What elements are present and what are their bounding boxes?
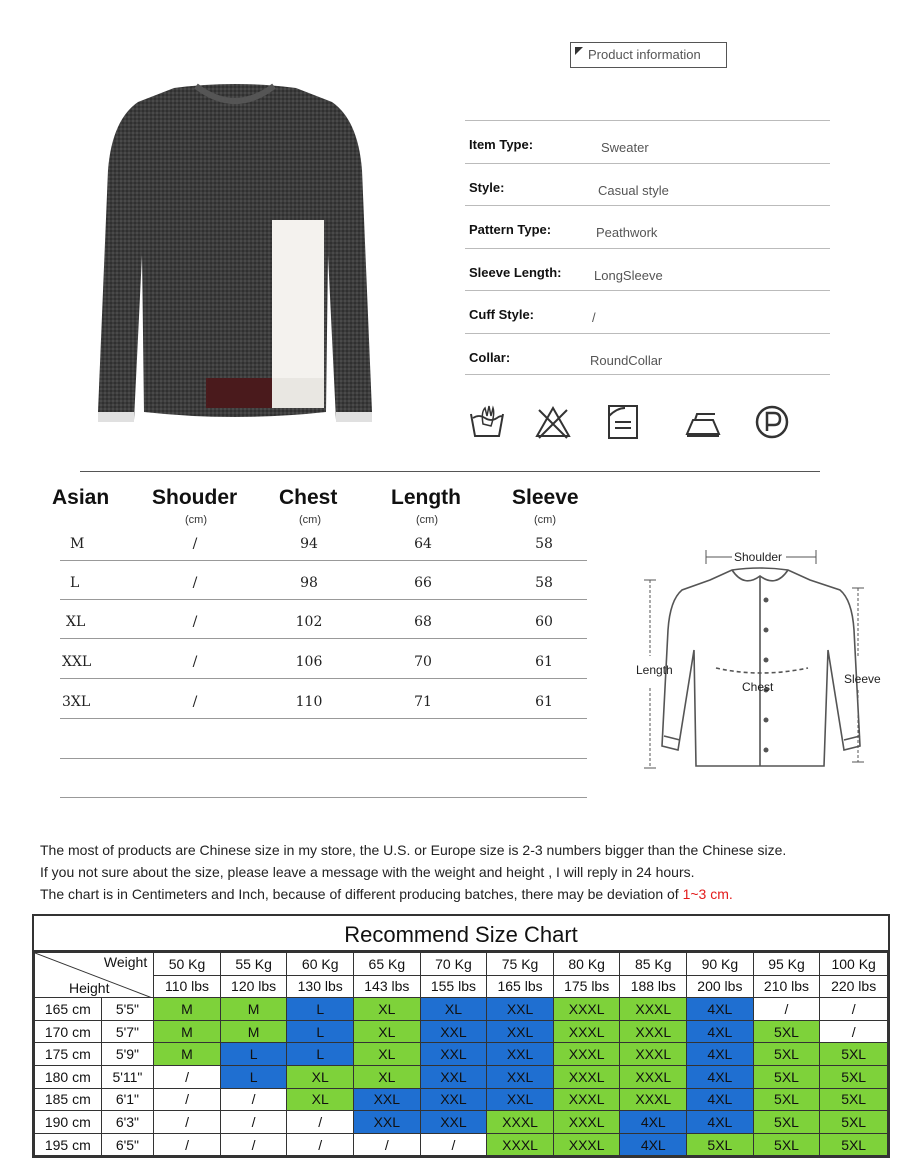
weight-kg-cell: 90 Kg — [687, 953, 754, 976]
note-line-3-text: The chart is in Centimeters and Inch, because of different producing batches, there may be deviation of — [40, 886, 683, 902]
product-info-table — [465, 120, 830, 375]
size-label: XL — [66, 614, 86, 630]
dry-clean-icon — [752, 402, 792, 442]
size-cell: / — [287, 1111, 354, 1134]
sweater-photo — [96, 80, 374, 432]
height-ft-cell: 6'3" — [101, 1111, 154, 1134]
weight-kg-cell: 75 Kg — [487, 953, 554, 976]
size-row — [60, 640, 587, 679]
height-ft-cell: 5'7" — [101, 1020, 154, 1043]
pi-value: / — [592, 310, 596, 325]
size-cell: 4XL — [687, 1043, 754, 1066]
size-cell: / — [154, 1088, 221, 1111]
chest-value: 98 — [300, 575, 318, 591]
size-cell: / — [220, 1111, 287, 1134]
size-cell: XXL — [354, 1088, 421, 1111]
pi-value: Peathwork — [596, 225, 658, 240]
unit-length: (cm) — [416, 514, 438, 526]
size-cell: 5XL — [820, 1065, 888, 1088]
size-cell: 5XL — [687, 1133, 754, 1156]
height-cm-cell: 185 cm — [35, 1088, 102, 1111]
size-cell: / — [154, 1065, 221, 1088]
size-cell: 4XL — [687, 1020, 754, 1043]
pi-label: Item Type: — [469, 137, 534, 152]
size-label: XXL — [62, 654, 92, 670]
chest-value: 106 — [295, 654, 323, 670]
pi-label: Pattern Type: — [469, 222, 552, 237]
size-cell: XXXL — [620, 1020, 687, 1043]
height-row — [35, 1043, 888, 1066]
size-cell: XXXL — [553, 1088, 620, 1111]
size-cell: 5XL — [820, 1043, 888, 1066]
size-cell: XXXL — [553, 1111, 620, 1134]
size-cell: 4XL — [687, 1065, 754, 1088]
size-cell: XXL — [487, 1043, 554, 1066]
size-cell: XXL — [487, 998, 554, 1021]
height-cm-cell: 165 cm — [35, 998, 102, 1021]
size-cell: XL — [420, 998, 487, 1021]
pi-row-item-type — [465, 120, 830, 163]
sleeve-value: 58 — [535, 575, 553, 591]
size-grid — [34, 952, 888, 1156]
weight-kg-cell: 95 Kg — [753, 953, 820, 976]
size-cell: XXXL — [620, 1065, 687, 1088]
height-ft-cell: 6'1" — [101, 1088, 154, 1111]
height-row — [35, 1133, 888, 1156]
size-cell: 5XL — [753, 1043, 820, 1066]
sleeve-value: 60 — [535, 614, 553, 630]
pi-label: Style: — [469, 179, 505, 195]
note-line-3 — [40, 886, 733, 902]
chest-value: 102 — [295, 614, 323, 630]
height-cm-cell: 195 cm — [35, 1133, 102, 1156]
weight-lbs-cell: 120 lbs — [220, 975, 287, 998]
size-cell: 4XL — [620, 1133, 687, 1156]
size-cell: / — [820, 1020, 888, 1043]
size-row — [60, 522, 587, 561]
weight-lbs-cell: 165 lbs — [487, 975, 554, 998]
size-cell: XXL — [420, 1043, 487, 1066]
height-ft-cell: 5'5" — [101, 998, 154, 1021]
size-cell: XL — [354, 1043, 421, 1066]
size-cell: XL — [354, 1020, 421, 1043]
pi-label: Cuff Style: — [469, 307, 534, 322]
shoulder-label: Shoulder — [734, 550, 783, 564]
size-cell: L — [220, 1065, 287, 1088]
weight-lbs-cell: 220 lbs — [820, 975, 888, 998]
header-row-kg — [35, 953, 888, 976]
chest-value: 110 — [295, 694, 323, 710]
pi-value: LongSleeve — [594, 267, 663, 283]
height-row — [35, 1111, 888, 1134]
header-asian: Asian — [52, 486, 110, 509]
length-label: Length — [636, 663, 673, 677]
size-cell: / — [820, 998, 888, 1021]
weight-lbs-cell: 143 lbs — [354, 975, 421, 998]
sleeve-label: Sleeve — [844, 672, 881, 686]
size-row — [60, 600, 587, 639]
size-cell: XXXL — [553, 1020, 620, 1043]
note-line-2: If you not sure about the size, please leave a message with the weight and height , I will reply in 24 hours. — [40, 864, 695, 880]
size-cell: XXL — [487, 1065, 554, 1088]
size-label: L — [70, 575, 80, 591]
size-row — [60, 561, 587, 600]
size-cell: L — [287, 998, 354, 1021]
note-deviation: 1~3 cm. — [682, 886, 733, 902]
size-cell: L — [287, 1020, 354, 1043]
size-cell: 5XL — [753, 1020, 820, 1043]
section-divider — [80, 471, 820, 472]
size-label: M — [70, 536, 85, 552]
chest-value: 94 — [300, 536, 318, 552]
height-ft-cell: 5'11" — [101, 1065, 154, 1088]
weight-label: Weight — [103, 954, 148, 970]
measurement-diagram — [632, 540, 890, 778]
size-row-empty — [60, 720, 587, 759]
size-cell: / — [354, 1133, 421, 1156]
size-cell: / — [154, 1111, 221, 1134]
length-value: 68 — [414, 614, 432, 630]
size-cell: 4XL — [620, 1111, 687, 1134]
pi-label: Sleeve Length: — [469, 264, 562, 280]
triangle-icon — [575, 47, 583, 55]
weight-kg-cell: 65 Kg — [354, 953, 421, 976]
size-cell: 4XL — [687, 1111, 754, 1134]
grid-corner — [35, 953, 154, 998]
size-cell: XL — [354, 1065, 421, 1088]
size-cell: / — [753, 998, 820, 1021]
height-ft-cell: 6'5" — [101, 1133, 154, 1156]
length-value: 64 — [414, 536, 432, 552]
shoulder-value: / — [192, 614, 198, 630]
iron-icon — [683, 402, 723, 442]
size-row — [60, 680, 587, 719]
pi-row-pattern-type — [465, 205, 830, 248]
sleeve-value: 61 — [535, 694, 553, 710]
size-cell: 5XL — [753, 1065, 820, 1088]
size-cell: L — [220, 1043, 287, 1066]
size-cell: 5XL — [753, 1133, 820, 1156]
size-cell: 4XL — [687, 998, 754, 1021]
size-cell: 5XL — [820, 1111, 888, 1134]
height-cm-cell: 175 cm — [35, 1043, 102, 1066]
size-cell: XXL — [487, 1088, 554, 1111]
chest-label: Chest — [742, 680, 774, 694]
size-cell: XXXL — [553, 998, 620, 1021]
tumble-dry-icon — [603, 402, 643, 442]
size-cell: XXL — [354, 1111, 421, 1134]
sleeve-value: 61 — [535, 654, 553, 670]
size-label: 3XL — [62, 694, 91, 710]
size-cell: XL — [287, 1065, 354, 1088]
header-length: Length — [391, 486, 461, 509]
pi-value: Sweater — [601, 140, 649, 155]
size-cell: XXXL — [620, 1043, 687, 1066]
size-cell: XXL — [420, 1065, 487, 1088]
pi-row-sleeve-length — [465, 248, 830, 291]
size-cell: / — [220, 1088, 287, 1111]
weight-kg-cell: 80 Kg — [553, 953, 620, 976]
height-label: Height — [69, 980, 110, 997]
size-cell: XXL — [420, 1020, 487, 1043]
height-cm-cell: 180 cm — [35, 1065, 102, 1088]
size-cell: XXXL — [487, 1133, 554, 1156]
size-cell: XXXL — [553, 1065, 620, 1088]
size-cell: XXXL — [487, 1111, 554, 1134]
height-row — [35, 1065, 888, 1088]
size-cell: M — [154, 998, 221, 1021]
pi-value: Casual style — [598, 182, 669, 198]
pi-value: RoundCollar — [590, 352, 663, 368]
pi-row-style — [465, 163, 830, 206]
header-row-lbs — [35, 975, 888, 998]
note-line-1: The most of products are Chinese size in my store, the U.S. or Europe size is 2-3 numbers bigger than the Chinese size. — [40, 842, 787, 858]
weight-kg-cell: 55 Kg — [220, 953, 287, 976]
size-cell: XXXL — [553, 1133, 620, 1156]
size-cell: XXXL — [620, 998, 687, 1021]
header-shoulder: Shouder — [152, 486, 238, 509]
height-cm-cell: 190 cm — [35, 1111, 102, 1134]
header-sleeve: Sleeve — [512, 486, 579, 509]
length-value: 66 — [414, 575, 432, 591]
weight-lbs-cell: 130 lbs — [287, 975, 354, 998]
pi-row-collar — [465, 333, 830, 376]
pi-label: Collar: — [469, 349, 511, 365]
size-row-empty — [60, 759, 587, 798]
unit-sleeve: (cm) — [534, 514, 556, 526]
hand-wash-icon — [467, 402, 507, 442]
recommend-size-chart — [32, 914, 890, 1158]
unit-chest: (cm) — [299, 514, 321, 526]
size-cell: M — [154, 1020, 221, 1043]
size-cell: M — [154, 1043, 221, 1066]
size-cell: XXXL — [553, 1043, 620, 1066]
weight-lbs-cell: 155 lbs — [420, 975, 487, 998]
no-bleach-icon — [533, 402, 573, 442]
height-row — [35, 998, 888, 1021]
weight-lbs-cell: 110 lbs — [154, 975, 221, 998]
size-cell: 5XL — [820, 1088, 888, 1111]
shoulder-value: / — [192, 575, 198, 591]
size-cell: 5XL — [753, 1111, 820, 1134]
weight-lbs-cell: 210 lbs — [753, 975, 820, 998]
unit-shoulder: (cm) — [185, 514, 207, 526]
size-cell: XXL — [487, 1020, 554, 1043]
weight-kg-cell: 60 Kg — [287, 953, 354, 976]
size-cell: XL — [354, 998, 421, 1021]
size-cell: M — [220, 998, 287, 1021]
size-cell: L — [287, 1043, 354, 1066]
weight-lbs-cell: 188 lbs — [620, 975, 687, 998]
shoulder-value: / — [192, 654, 198, 670]
size-cell: / — [287, 1133, 354, 1156]
size-cell: 5XL — [820, 1133, 888, 1156]
size-cell: XL — [287, 1088, 354, 1111]
height-row — [35, 1020, 888, 1043]
size-cell: M — [220, 1020, 287, 1043]
weight-kg-cell: 85 Kg — [620, 953, 687, 976]
sleeve-value: 58 — [535, 536, 553, 552]
size-cell: 4XL — [687, 1088, 754, 1111]
weight-lbs-cell: 175 lbs — [553, 975, 620, 998]
size-cell: XXL — [420, 1088, 487, 1111]
height-ft-cell: 5'9" — [101, 1043, 154, 1066]
length-value: 70 — [414, 654, 432, 670]
shoulder-value: / — [192, 694, 198, 710]
height-row — [35, 1088, 888, 1111]
size-cell: / — [420, 1133, 487, 1156]
size-cell: / — [220, 1133, 287, 1156]
pi-row-cuff-style — [465, 290, 830, 333]
size-cell: / — [154, 1133, 221, 1156]
size-cell: XXXL — [620, 1088, 687, 1111]
weight-lbs-cell: 200 lbs — [687, 975, 754, 998]
size-cell: XXL — [420, 1111, 487, 1134]
height-cm-cell: 170 cm — [35, 1020, 102, 1043]
header-chest: Chest — [279, 486, 338, 509]
product-info-title: Product information — [570, 42, 727, 68]
shoulder-value: / — [192, 536, 198, 552]
weight-kg-cell: 70 Kg — [420, 953, 487, 976]
chart-title: Recommend Size Chart — [34, 916, 888, 952]
weight-kg-cell: 100 Kg — [820, 953, 888, 976]
size-cell: 5XL — [753, 1088, 820, 1111]
weight-kg-cell: 50 Kg — [154, 953, 221, 976]
length-value: 71 — [414, 694, 432, 710]
